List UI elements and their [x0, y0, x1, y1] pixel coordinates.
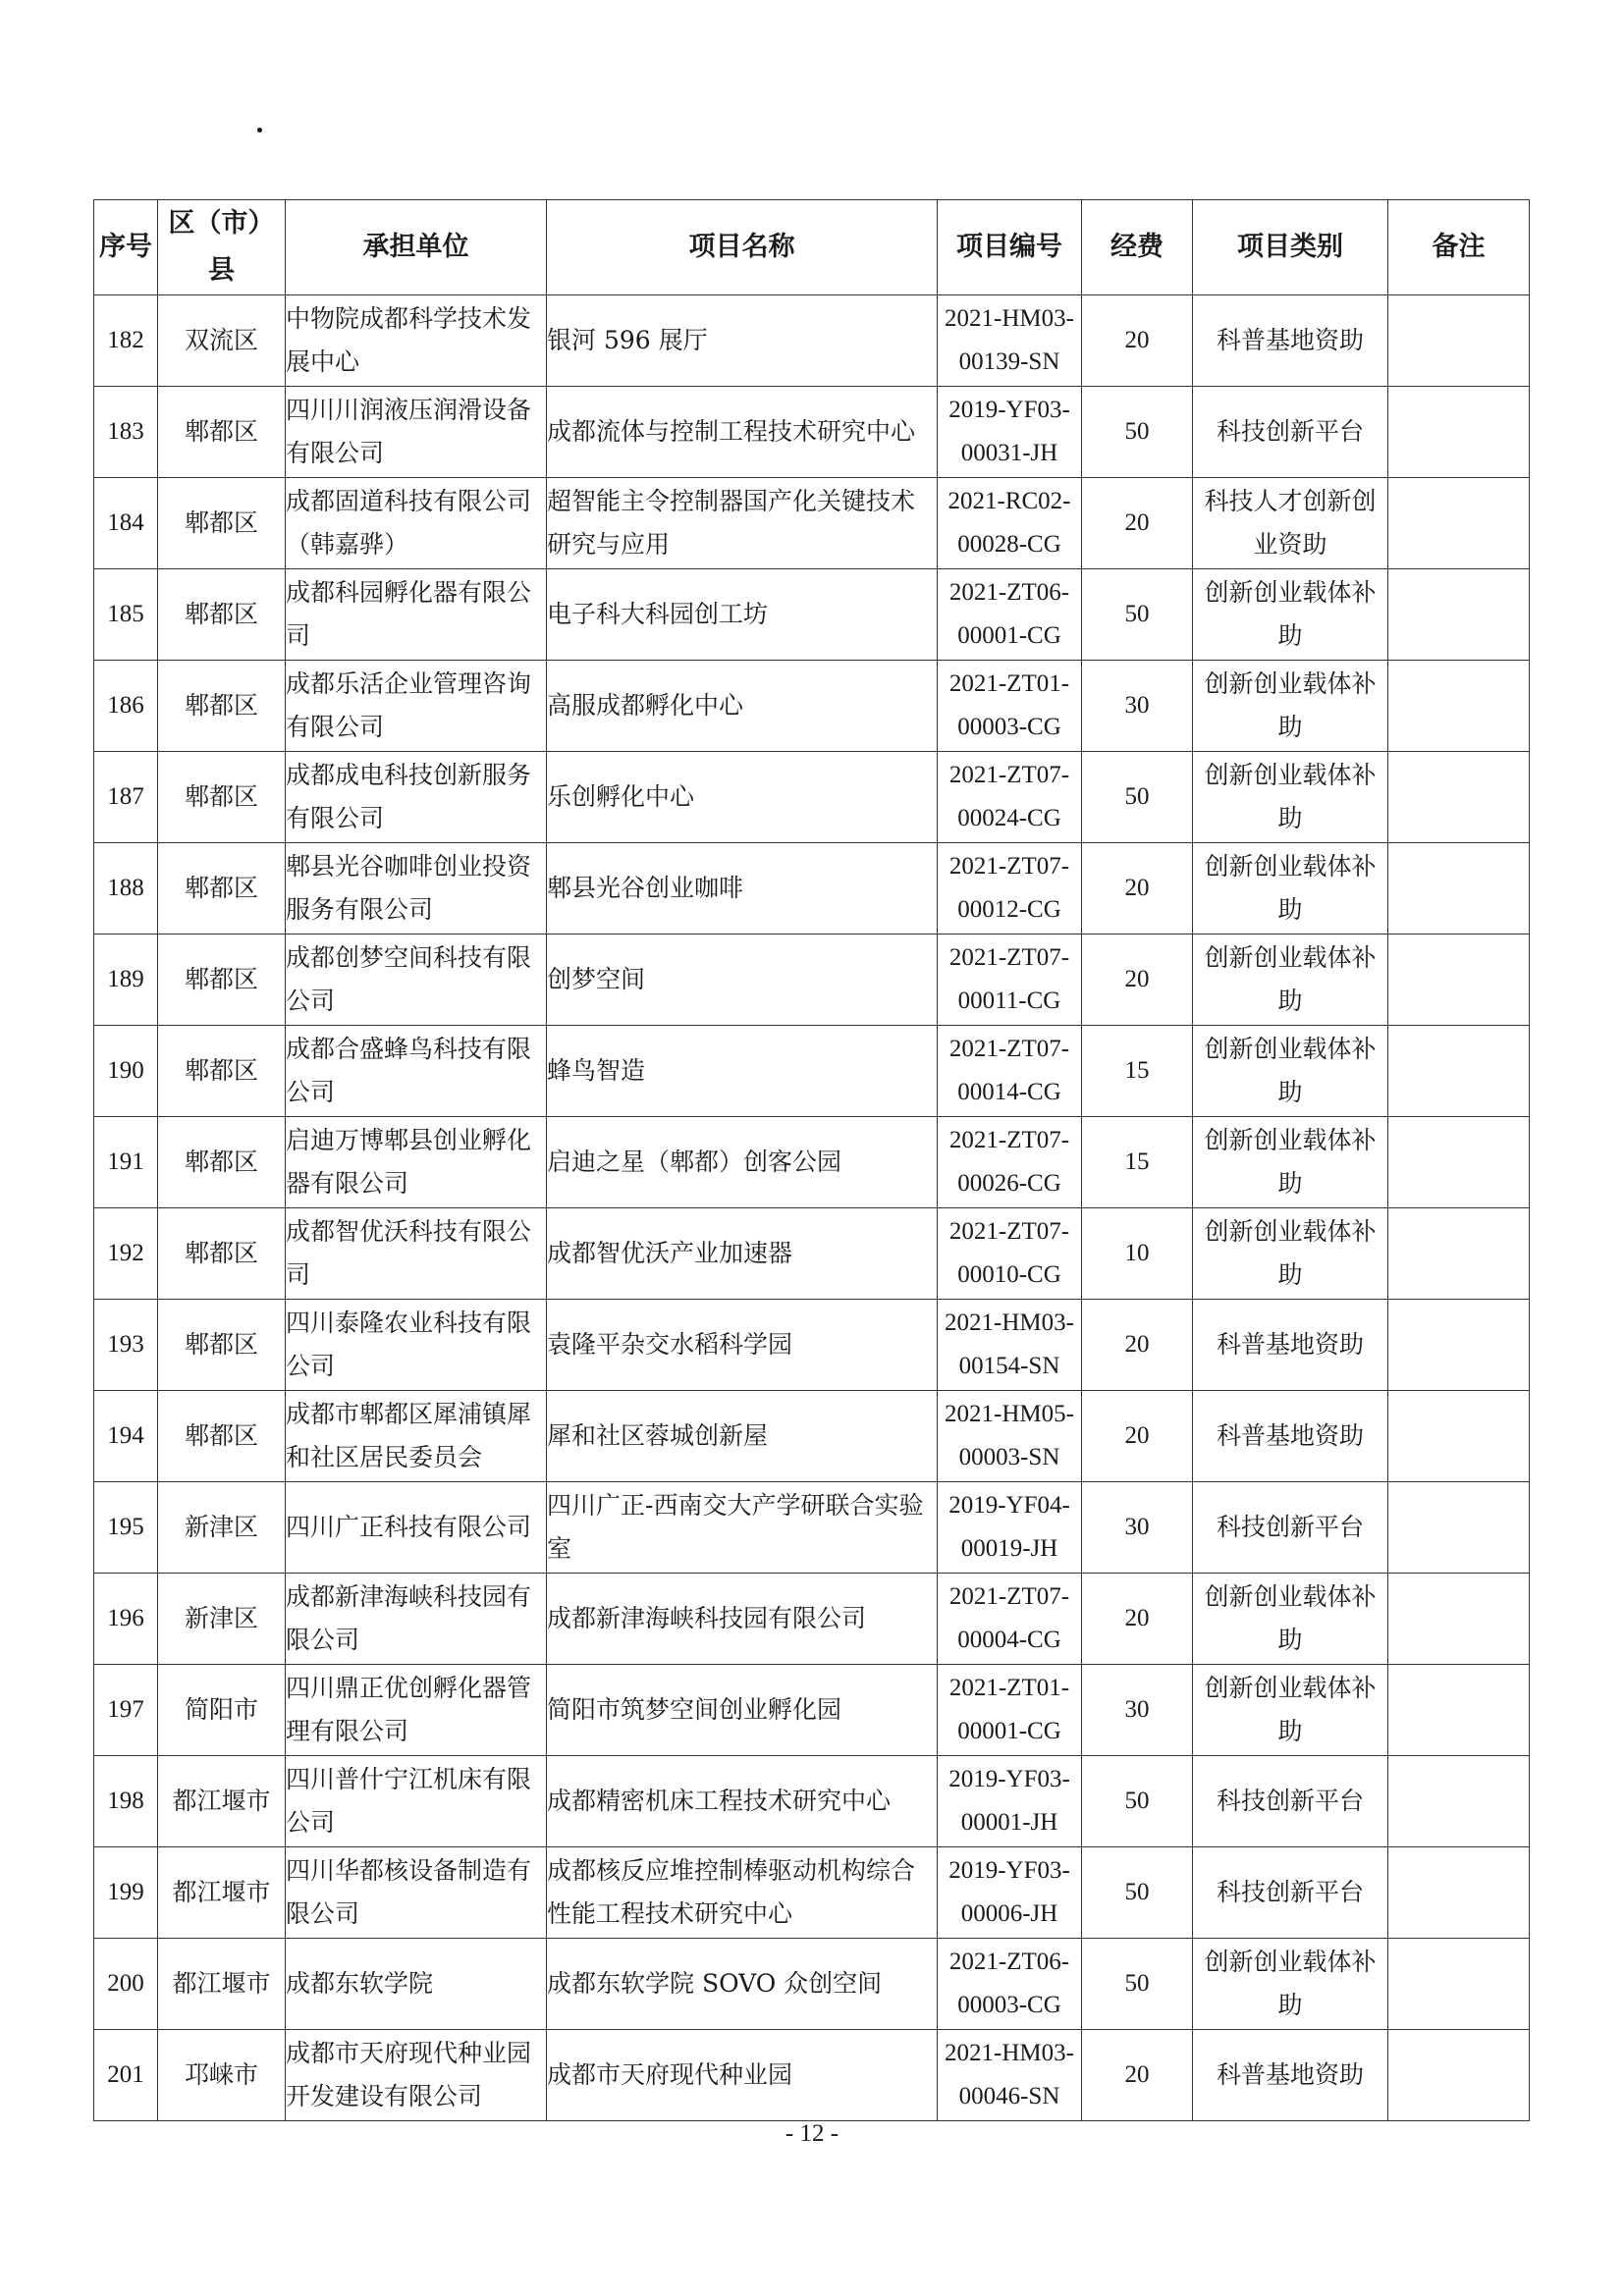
cell-unit: 四川华都核设备制造有限公司: [286, 1847, 547, 1939]
cell-serial: 189: [94, 934, 158, 1026]
table-row: [94, 843, 1530, 934]
cell-project-code: 2021-ZT07-00004-CG: [938, 1574, 1082, 1665]
cell-note: [1388, 752, 1530, 843]
cell-project-code: 2019-YF04-00019-JH: [938, 1482, 1082, 1574]
table-row: [94, 934, 1530, 1026]
cell-project-name: 成都东软学院 SOVO 众创空间: [547, 1939, 938, 2030]
cell-unit: 成都创梦空间科技有限公司: [286, 934, 547, 1026]
cell-unit: 四川泰隆农业科技有限公司: [286, 1300, 547, 1391]
cell-project-code: 2021-RC02-00028-CG: [938, 478, 1082, 569]
cell-category: 科普基地资助: [1193, 1300, 1388, 1391]
cell-note: [1388, 569, 1530, 661]
cell-note: [1388, 1208, 1530, 1300]
cell-project-code: 2021-ZT06-00003-CG: [938, 1939, 1082, 2030]
cell-category: 科普基地资助: [1193, 1391, 1388, 1482]
cell-district: 都江堰市: [158, 1939, 286, 2030]
cell-district: 简阳市: [158, 1665, 286, 1756]
cell-funds: 50: [1082, 387, 1193, 478]
cell-funds: 30: [1082, 1482, 1193, 1574]
cell-funds: 50: [1082, 752, 1193, 843]
table-row: [94, 1574, 1530, 1665]
cell-unit: 四川川润液压润滑设备有限公司: [286, 387, 547, 478]
cell-unit: 成都智优沃科技有限公司: [286, 1208, 547, 1300]
cell-project-name: 银河 596 展厅: [547, 295, 938, 387]
cell-funds: 20: [1082, 478, 1193, 569]
cell-project-code: 2019-YF03-00001-JH: [938, 1756, 1082, 1847]
cell-category: 科技创新平台: [1193, 1847, 1388, 1939]
page-number: - 12 -: [785, 2120, 839, 2147]
cell-note: [1388, 1847, 1530, 1939]
cell-district: 新津区: [158, 1574, 286, 1665]
cell-category: 科普基地资助: [1193, 295, 1388, 387]
table-row: [94, 478, 1530, 569]
cell-project-code: 2021-ZT06-00001-CG: [938, 569, 1082, 661]
cell-unit: 中物院成都科学技术发展中心: [286, 295, 547, 387]
table-row: [94, 295, 1530, 387]
table-row: [94, 661, 1530, 752]
cell-project-code: 2021-ZT07-00026-CG: [938, 1117, 1082, 1208]
cell-note: [1388, 387, 1530, 478]
table-header-row: [94, 200, 1530, 295]
cell-note: [1388, 843, 1530, 934]
cell-note: [1388, 1939, 1530, 2030]
cell-funds: 20: [1082, 1391, 1193, 1482]
cell-district: 都江堰市: [158, 1756, 286, 1847]
cell-category: 科技创新平台: [1193, 1482, 1388, 1574]
cell-category: 创新创业载体补助: [1193, 843, 1388, 934]
cell-district: 邛崃市: [158, 2030, 286, 2121]
table-row: [94, 569, 1530, 661]
cell-funds: 50: [1082, 1756, 1193, 1847]
cell-serial: 201: [94, 2030, 158, 2121]
cell-project-name: 创梦空间: [547, 934, 938, 1026]
cell-funds: 10: [1082, 1208, 1193, 1300]
cell-district: 郫都区: [158, 478, 286, 569]
cell-note: [1388, 661, 1530, 752]
cell-project-name: 成都新津海峡科技园有限公司: [547, 1574, 938, 1665]
cell-district: 郫都区: [158, 1300, 286, 1391]
cell-serial: 194: [94, 1391, 158, 1482]
cell-serial: 191: [94, 1117, 158, 1208]
cell-note: [1388, 1756, 1530, 1847]
cell-project-code: 2021-ZT07-00012-CG: [938, 843, 1082, 934]
cell-funds: 20: [1082, 295, 1193, 387]
cell-serial: 185: [94, 569, 158, 661]
cell-unit: 成都科园孵化器有限公司: [286, 569, 547, 661]
cell-unit: 成都合盛蜂鸟科技有限公司: [286, 1026, 547, 1117]
cell-funds: 15: [1082, 1117, 1193, 1208]
table-row: [94, 1756, 1530, 1847]
table-body: [94, 295, 1530, 2121]
cell-project-code: 2021-ZT07-00010-CG: [938, 1208, 1082, 1300]
cell-category: 创新创业载体补助: [1193, 661, 1388, 752]
cell-project-name: 成都核反应堆控制棒驱动机构综合性能工程技术研究中心: [547, 1847, 938, 1939]
cell-district: 郫都区: [158, 1208, 286, 1300]
cell-project-code: 2021-ZT07-00024-CG: [938, 752, 1082, 843]
cell-unit: 成都固道科技有限公司（韩嘉骅）: [286, 478, 547, 569]
cell-unit: 四川普什宁江机床有限公司: [286, 1756, 547, 1847]
cell-unit: 四川广正科技有限公司: [286, 1482, 547, 1574]
cell-note: [1388, 1574, 1530, 1665]
cell-serial: 200: [94, 1939, 158, 2030]
cell-project-name: 电子科大科园创工坊: [547, 569, 938, 661]
cell-project-name: 犀和社区蓉城创新屋: [547, 1391, 938, 1482]
cell-category: 创新创业载体补助: [1193, 1026, 1388, 1117]
cell-unit: 成都市天府现代种业园开发建设有限公司: [286, 2030, 547, 2121]
table-row: [94, 387, 1530, 478]
cell-note: [1388, 1482, 1530, 1574]
header-note: 备注: [1388, 200, 1530, 295]
cell-serial: 192: [94, 1208, 158, 1300]
cell-funds: 15: [1082, 1026, 1193, 1117]
cell-project-name: 蜂鸟智造: [547, 1026, 938, 1117]
cell-category: 创新创业载体补助: [1193, 1939, 1388, 2030]
cell-funds: 20: [1082, 843, 1193, 934]
cell-serial: 188: [94, 843, 158, 934]
cell-project-code: 2021-HM03-00139-SN: [938, 295, 1082, 387]
cell-project-name: 高服成都孵化中心: [547, 661, 938, 752]
cell-note: [1388, 295, 1530, 387]
cell-funds: 20: [1082, 1300, 1193, 1391]
cell-project-code: 2021-HM03-00154-SN: [938, 1300, 1082, 1391]
table-row: [94, 1208, 1530, 1300]
table-row: [94, 1939, 1530, 2030]
cell-funds: 30: [1082, 661, 1193, 752]
cell-district: 郫都区: [158, 1117, 286, 1208]
project-funding-table: [93, 199, 1530, 2121]
cell-project-name: 简阳市筑梦空间创业孵化园: [547, 1665, 938, 1756]
cell-note: [1388, 2030, 1530, 2121]
cell-project-code: 2021-HM03-00046-SN: [938, 2030, 1082, 2121]
cell-district: 郫都区: [158, 934, 286, 1026]
cell-unit: 成都市郫都区犀浦镇犀和社区居民委员会: [286, 1391, 547, 1482]
cell-category: 创新创业载体补助: [1193, 1574, 1388, 1665]
cell-serial: 182: [94, 295, 158, 387]
cell-district: 郫都区: [158, 752, 286, 843]
header-funds: 经费: [1082, 200, 1193, 295]
table-row: [94, 1665, 1530, 1756]
table-row: [94, 1117, 1530, 1208]
cell-project-name: 乐创孵化中心: [547, 752, 938, 843]
cell-district: 郫都区: [158, 1026, 286, 1117]
cell-serial: 186: [94, 661, 158, 752]
cell-serial: 199: [94, 1847, 158, 1939]
table-row: [94, 1847, 1530, 1939]
table-row: [94, 752, 1530, 843]
cell-project-name: 成都精密机床工程技术研究中心: [547, 1756, 938, 1847]
cell-unit: 启迪万博郫县创业孵化器有限公司: [286, 1117, 547, 1208]
cell-serial: 198: [94, 1756, 158, 1847]
cell-serial: 183: [94, 387, 158, 478]
cell-category: 创新创业载体补助: [1193, 752, 1388, 843]
cell-district: 郫都区: [158, 661, 286, 752]
cell-project-name: 成都智优沃产业加速器: [547, 1208, 938, 1300]
header-serial: 序号: [94, 200, 158, 295]
cell-note: [1388, 1391, 1530, 1482]
cell-project-name: 袁隆平杂交水稻科学园: [547, 1300, 938, 1391]
cell-funds: 50: [1082, 569, 1193, 661]
table-row: [94, 1026, 1530, 1117]
cell-project-code: 2021-HM05-00003-SN: [938, 1391, 1082, 1482]
cell-district: 都江堰市: [158, 1847, 286, 1939]
cell-unit: 四川鼎正优创孵化器管理有限公司: [286, 1665, 547, 1756]
cell-category: 科技人才创新创业资助: [1193, 478, 1388, 569]
cell-serial: 196: [94, 1574, 158, 1665]
cell-category: 科普基地资助: [1193, 2030, 1388, 2121]
cell-project-name: 郫县光谷创业咖啡: [547, 843, 938, 934]
cell-funds: 30: [1082, 1665, 1193, 1756]
cell-category: 创新创业载体补助: [1193, 1117, 1388, 1208]
cell-district: 郫都区: [158, 387, 286, 478]
cell-funds: 50: [1082, 1939, 1193, 2030]
cell-project-name: 超智能主令控制器国产化关键技术研究与应用: [547, 478, 938, 569]
cell-serial: 197: [94, 1665, 158, 1756]
cell-project-name: 启迪之星（郫都）创客公园: [547, 1117, 938, 1208]
cell-project-code: 2019-YF03-00031-JH: [938, 387, 1082, 478]
table-row: [94, 1391, 1530, 1482]
cell-category: 科技创新平台: [1193, 387, 1388, 478]
cell-funds: 20: [1082, 2030, 1193, 2121]
cell-note: [1388, 1300, 1530, 1391]
cell-note: [1388, 934, 1530, 1026]
cell-district: 郫都区: [158, 1391, 286, 1482]
cell-project-name: 四川广正-西南交大产学研联合实验室: [547, 1482, 938, 1574]
cell-category: 创新创业载体补助: [1193, 1208, 1388, 1300]
cell-unit: 成都成电科技创新服务有限公司: [286, 752, 547, 843]
cell-note: [1388, 1026, 1530, 1117]
cell-project-name: 成都流体与控制工程技术研究中心: [547, 387, 938, 478]
cell-project-code: 2021-ZT01-00003-CG: [938, 661, 1082, 752]
cell-category: 创新创业载体补助: [1193, 934, 1388, 1026]
cell-funds: 20: [1082, 1574, 1193, 1665]
cell-funds: 20: [1082, 934, 1193, 1026]
cell-unit: 成都乐活企业管理咨询有限公司: [286, 661, 547, 752]
table-row: [94, 2030, 1530, 2121]
cell-category: 创新创业载体补助: [1193, 569, 1388, 661]
cell-serial: 195: [94, 1482, 158, 1574]
cell-district: 双流区: [158, 295, 286, 387]
header-unit: 承担单位: [286, 200, 547, 295]
cell-category: 科技创新平台: [1193, 1756, 1388, 1847]
table-row: [94, 1482, 1530, 1574]
cell-serial: 187: [94, 752, 158, 843]
header-category: 项目类别: [1193, 200, 1388, 295]
cell-category: 创新创业载体补助: [1193, 1665, 1388, 1756]
header-project-name: 项目名称: [547, 200, 938, 295]
cell-serial: 184: [94, 478, 158, 569]
header-project-code: 项目编号: [938, 200, 1082, 295]
header-district: 区（市）县: [158, 200, 286, 295]
cell-note: [1388, 1665, 1530, 1756]
cell-unit: 成都东软学院: [286, 1939, 547, 2030]
cell-project-code: 2021-ZT01-00001-CG: [938, 1665, 1082, 1756]
cell-project-code: 2021-ZT07-00011-CG: [938, 934, 1082, 1026]
cell-unit: 成都新津海峡科技园有限公司: [286, 1574, 547, 1665]
cell-project-name: 成都市天府现代种业园: [547, 2030, 938, 2121]
cell-serial: 190: [94, 1026, 158, 1117]
table-row: [94, 1300, 1530, 1391]
cell-note: [1388, 1117, 1530, 1208]
cell-district: 新津区: [158, 1482, 286, 1574]
cell-district: 郫都区: [158, 843, 286, 934]
stray-dot-mark: [257, 128, 262, 133]
cell-district: 郫都区: [158, 569, 286, 661]
cell-unit: 郫县光谷咖啡创业投资服务有限公司: [286, 843, 547, 934]
cell-serial: 193: [94, 1300, 158, 1391]
cell-project-code: 2019-YF03-00006-JH: [938, 1847, 1082, 1939]
cell-funds: 50: [1082, 1847, 1193, 1939]
cell-project-code: 2021-ZT07-00014-CG: [938, 1026, 1082, 1117]
cell-note: [1388, 478, 1530, 569]
